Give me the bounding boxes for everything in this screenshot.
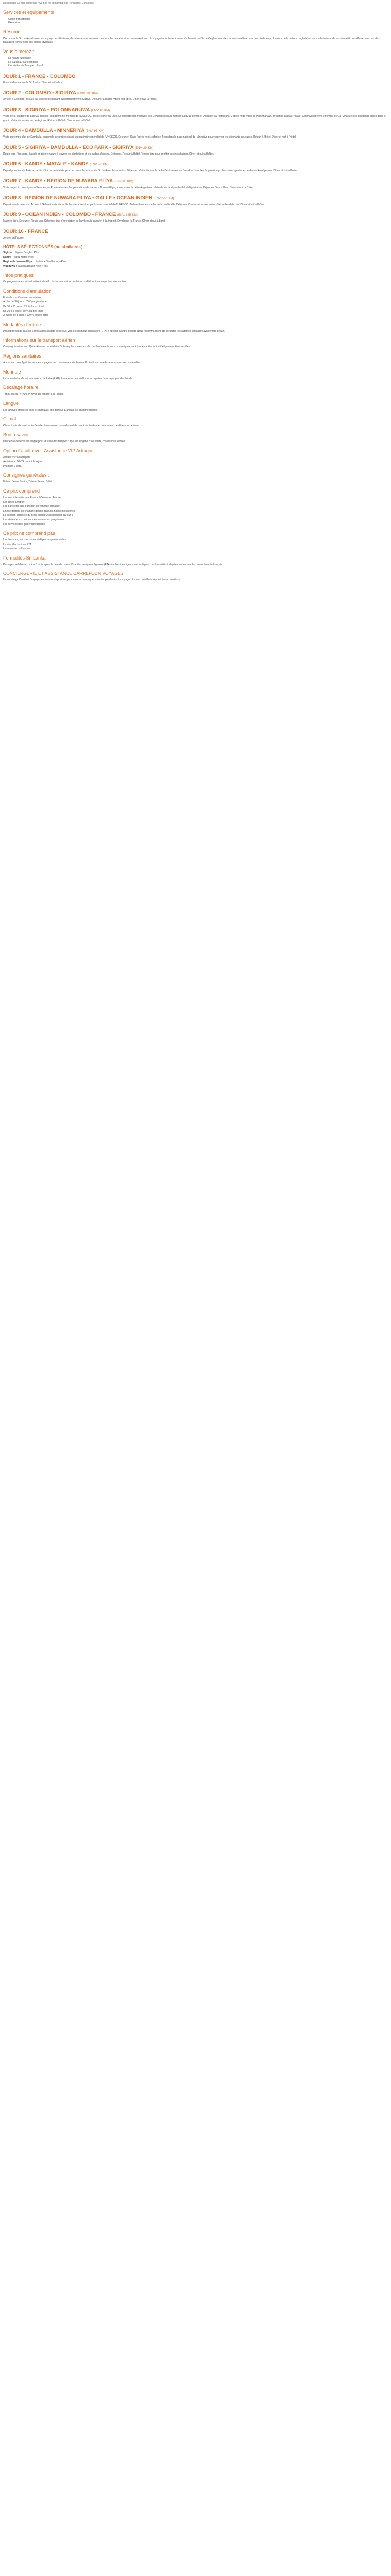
day-text: Matinée libre. Déjeuner. Route vers Colombo, tour d'orientation de la ville puis transfert à l'aéroport. Envol pour la France. Dîner et nuit à bord. (3, 219, 166, 223)
day-block (3, 195, 388, 207)
assistance-section (3, 448, 388, 469)
list-item: Les taxes aéroport (3, 500, 25, 504)
day-title: JOUR 2 - COLOMBO • SIGIRIYA (ENV. 180 KM) (3, 90, 98, 96)
day-text: Arrivée en France. (3, 236, 25, 240)
decalage-section (3, 385, 388, 397)
annulation-title: Conditions d'annulation (3, 288, 52, 294)
day-title: JOUR 5 - SIGIRIYA • DAMBULLA • ECO PARK • SIGIRIYA (ENV. 20 KM) (3, 144, 154, 150)
hotels-title: HÔTELS SÉLECTIONNÉS (ou similaires) (3, 245, 83, 250)
list-item: Les transferts et le transport en véhicule climatisé (3, 505, 60, 509)
list-item: La pension complète du dîner du jour 2 au déjeuner du jour 9 (3, 514, 73, 517)
hotel-row: Kandy : Topaz Hotel 4*loc (3, 256, 34, 259)
transport-text: Compagnie aérienne : Qatar Airways ou similaire. Vols réguliers avec escale. Les horaires de vol communiqués sont donnés à titre indicatif et peuvent être modifiés. (3, 345, 191, 349)
list-item: • Excursion (8, 21, 388, 25)
list-item: Les services d'un guide francophone (3, 522, 45, 526)
langue-title: Langue (3, 400, 19, 406)
day-text: Arrivée à Colombo, accueil par votre représentant puis transfert vers Sigiriya. Déjeuner à l'hôtel. Après-midi libre. Dîner et nuit à l'hôtel. (3, 98, 157, 101)
infos-text: Ce programme est donné à titre indicatif. L'ordre des visites peut être modifié tout en respectant leur contenu. (3, 280, 128, 284)
prix-comprend-title: Ce prix comprend (3, 488, 40, 494)
regions-section (3, 353, 388, 365)
list-item: Les visites et excursions mentionnées au programme (3, 518, 64, 521)
conciergerie-section (3, 572, 388, 582)
list-item: Les vols internationaux France / Colombo / France (3, 496, 61, 499)
visit-section (3, 49, 388, 69)
annulation-line: À plus de 30 jours : 35 € par personne (3, 300, 47, 304)
services-title: Services et équipements (3, 9, 54, 15)
list-item: • Guide francophone (8, 18, 388, 22)
day-block (3, 212, 388, 224)
day-block (3, 90, 388, 102)
list-item: • Le Safari au parc national (8, 61, 388, 65)
services-section (3, 10, 388, 25)
day-title: JOUR 6 - KANDY • MATALE • KANDY (ENV. 90 KM) (3, 161, 109, 167)
breadcrumb[interactable]: Description Ce prix comprend / Ce prix ne comprend pas Formalités Consignes (3, 2, 94, 5)
list-item: Les boissons, les pourboires et dépenses personnelles (3, 538, 66, 542)
savoir-text: Une tenue correcte est exigée pour la visite des temples : épaules et genoux couverts, chaussures retirées. (3, 439, 126, 443)
hotel-row: Sigiriya : Sigiriya Jungles 4*loc (3, 251, 40, 255)
decalage-title: Décalage horaire (3, 385, 39, 391)
page (0, 0, 391, 582)
medical-text: Passeport valide plus de 6 mois après la date de retour. Visa électronique obligatoire (ETA) à obtenir avant le départ. Nous recommandons de consulter les autorités sanitaires avant votre départ. (3, 329, 225, 333)
climat-section (3, 416, 388, 428)
day-block (3, 161, 388, 173)
conciergerie-title: CONCIERGERIE ET ASSISTANCE CARREFOUR VOYAGES (3, 571, 124, 577)
infos-title: Infos pratiques (3, 273, 34, 278)
annulation-section (3, 289, 388, 318)
transport-section (3, 337, 388, 349)
day-block (3, 107, 388, 123)
resume-text: Découvrez le Sri Lanka à travers un voyage de sélections, des rivières verdoyantes, des temples anciens et sa faune exotique. Un voyage inoubliable à travers la beauté de l'île de Ceylan, ses sites incontournables dans une réelle en profondeur de la culture cinghalaise, de son histoire et de la spiritualité bouddhiste, au cœur des paysages riches et de ses plages idylliques. (3, 37, 380, 44)
prix-comprend-section (3, 488, 388, 527)
langue-section (3, 401, 388, 413)
climat-text: Climat tropical chaud toute l'année. La mousson du sud-ouest de mai à septembre et du nord-est de décembre à février. (3, 424, 140, 428)
conciergerie-text: Un concierge Carrefour Voyages est à votre disposition pour vous accompagner avant et pendant votre voyage. Il vous conseille et répond à vos questions. (3, 578, 181, 582)
savoir-title: Bon à savoir : (3, 432, 32, 437)
list-item: L'assurance multirisque (3, 547, 30, 551)
consignes-section (3, 472, 388, 484)
climat-title: Climat (3, 416, 17, 422)
prix-ne-comprend-title: Ce prix ne comprend pas (3, 531, 55, 536)
consignes-text: Enfant, Jeune Senior, Toilette Senior, Bébé (3, 480, 52, 484)
resume-title: Résumé (3, 29, 21, 35)
day-block (3, 128, 388, 140)
regions-title: Régions sanitaires : (3, 353, 44, 359)
hotel-row: Wadduwa : Sasilara Beach Hotel 4*loc (3, 264, 48, 268)
services-list (3, 18, 388, 25)
hotel-row: Région de Nuwara Eliya : Heritance Tea Factory 4*loc (3, 260, 67, 264)
assistance-line: Accueil VIP à l'aéroport (3, 455, 30, 459)
formalites-text: Passeport valable au moins 6 mois après la date de retour. Visa électronique obligatoire (ETA) à obtenir en ligne avant le départ. Les formalités indiquées concernent les ressortissants français. (3, 563, 223, 566)
formalites-title: Formalités Sri Lanka (3, 555, 46, 561)
decalage-text: +3h30 en été, +4h30 en hiver par rapport à la France. (3, 393, 64, 396)
day-block (3, 74, 388, 86)
hotels-section (3, 245, 388, 268)
day-title: JOUR 10 - FRANCE (3, 228, 48, 234)
monnaie-title: Monnaie (3, 369, 21, 375)
annulation-line: Frais de modification / annulation : (3, 296, 43, 299)
day-text: Départ vers la côte sud. Arrivée à Galle et visite du fort hollandais classé au patrimoine mondial de l'UNESCO. Balade dans les ruelles de la vieille ville. Déjeuner. Continuation vers votre hôtel en bord de mer. Dîner et nuit à l'hôtel. (3, 202, 265, 206)
assistance-line: Prix hors 2 pers. (3, 464, 22, 468)
day-title: JOUR 7 - KANDY • REGION DE NUWARA ELIYA (ENV. 80 KM) (3, 178, 133, 184)
assistance-title: Option Facultative : Assistance VIP Adragor (3, 448, 93, 453)
day-block (3, 145, 388, 157)
day-text: Visite du temple d'or de Dambulla, ensemble de grottes classé au patrimoine mondial de l'UNESCO. Déjeuner. Dans l'après-midi, safari en Jeep dans le parc national de Minneriya pour observer les éléphants sauvages. Retour à l'hôtel. Dîner et nuit à l'hôtel. (3, 135, 297, 139)
visit-list (3, 57, 388, 69)
day-block (3, 178, 388, 190)
annulation-line: De 20 à 8 jours : 50 % du prix total (3, 309, 43, 313)
regions-text: Aucun vaccin obligatoire pour les voyageurs en provenance de France. Protection contre les moustiques recommandée. (3, 361, 141, 364)
day-title: JOUR 4 - DAMBULLA • MINNERIYA (ENV. 95 KM) (3, 128, 105, 134)
langue-text: Les langues officielles sont le cinghalais et le tamoul. L'anglais est largement parlé. (3, 408, 98, 412)
transport-title: Informations sur le transport aérien (3, 337, 75, 343)
consignes-title: Consignes générales : (3, 472, 50, 478)
annulation-line: À moins de 8 jours : 100 % du prix total (3, 314, 48, 317)
visit-title: Vous aimerez : (3, 48, 34, 54)
resume-section (3, 29, 388, 45)
monnaie-section (3, 369, 388, 381)
day-title: JOUR 8 - REGION DE NUWARA ELIYA • GALLE • OCEAN INDIEN (ENV. 251 KM) (3, 195, 174, 201)
prix-ne-comprend-section (3, 531, 388, 551)
list-item: L'hébergement en chambre double dans les hôtels mentionnés (3, 509, 75, 513)
savoir-section (3, 432, 388, 444)
day-text: Visite de la citadelle de Sigiriya, classée au patrimoine mondial de l'UNESCO, dite le rocher du Lion. Découverte des fresques des Demoiselles puis montée jusqu'au sommet. Déjeuner au restaurant. L'après-midi, visite de Polonnaruwa, ancienne capitale royale. Continuation vers le temple de Gal Vihara et ses bouddhas taillés dans le granit. Visite du musée archéologique. Retour à l'hôtel. Dîner et nuit à l'hôtel. (3, 114, 386, 122)
day-title: JOUR 9 - OCEAN INDIEN • COLOMBO • FRANCE (ENV. 145 KM) (3, 212, 138, 218)
day-text: Départ pour Kandy. Arrêt au jardin d'épices de Matale pour découvrir les épices du Sri Lanka et leurs vertus. Déjeuner. Visite du temple de la Dent sacrée du Bouddha, haut lieu de pèlerinage. En soirée, spectacle de danses kandyennes. Dîner et nuit à l'hôtel. (3, 169, 298, 173)
medical-section (3, 322, 388, 334)
assistance-line: Assistance 24h/24 durant le séjour (3, 460, 43, 464)
annulation-line: De 30 à 21 jours : 25 % du prix total (3, 305, 44, 309)
day-title: JOUR 3 - SIGIRIYA • POLONNARUWA (ENV. 60 KM) (3, 107, 110, 113)
day-title: JOUR 1 - FRANCE • COLOMBO (3, 73, 76, 79)
list-item: • Les visites du Triangle culturel (8, 64, 388, 69)
list-item: • La nature luxuriante (8, 57, 388, 61)
day-text: Envol à destination de Sri Lanka. Dîner et nuit à bord. (3, 81, 64, 84)
day-text: Route vers l'éco-parc. Balade en pleine nature à travers les plantations et les jardins d'épices. Déjeuner. Retour à l'hôtel. Temps libre pour profiter des installations. Dîner et nuit à l'hôtel. (3, 152, 214, 156)
monnaie-text: La monnaie locale est la roupie sri lankaise (LKR). Les cartes de crédit sont acceptées dans la plupart des hôtels. (3, 377, 133, 380)
formalites-section (3, 555, 388, 567)
list-item: Le visa électronique ETA (3, 543, 32, 546)
day-text: Visite du jardin botanique de Peradeniya. Route à travers les plantations de thé vers Nuwara Eliya, surnommée la petite Angleterre. Visite d'une fabrique de thé et dégustation. Déjeuner. Temps libre. Dîner et nuit à l'hôtel. (3, 185, 254, 189)
day-block (3, 229, 388, 241)
itinerary (3, 74, 388, 241)
infos-section (3, 273, 388, 284)
medical-title: Modalités d'entrée : (3, 321, 44, 327)
